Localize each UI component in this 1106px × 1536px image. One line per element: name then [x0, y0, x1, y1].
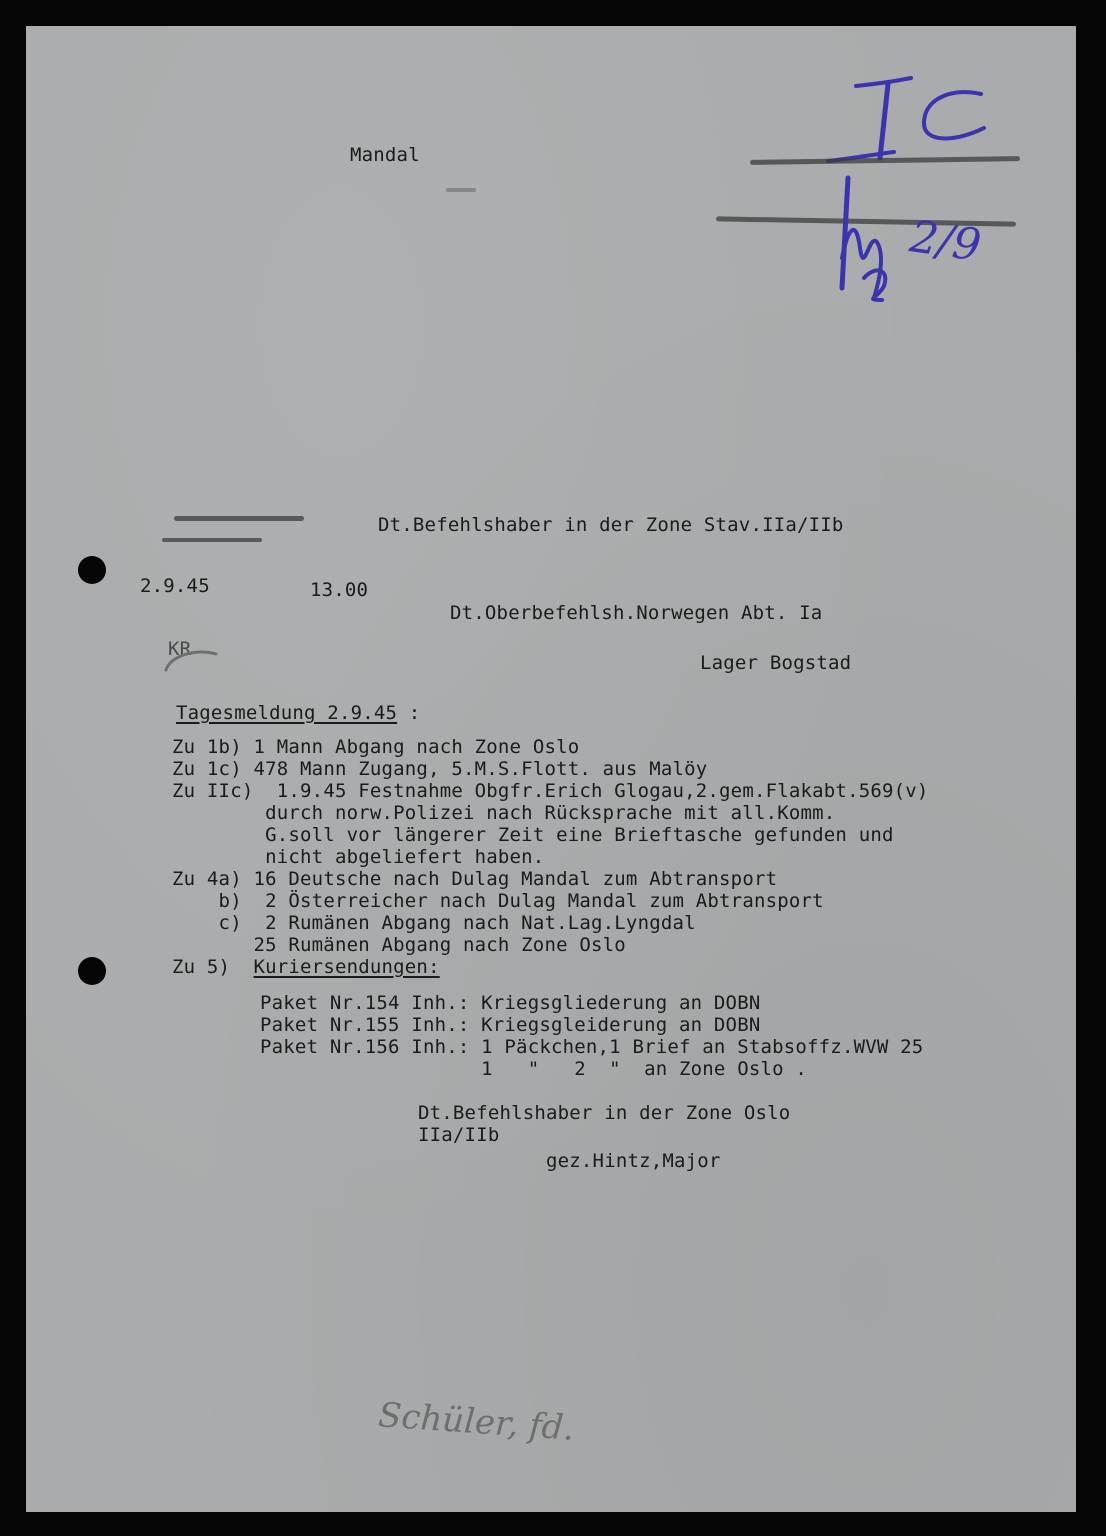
recipient: Dt.Oberbefehlsh.Norwegen Abt. Ia: [450, 602, 823, 624]
report-line: [172, 868, 777, 890]
report-line: [172, 890, 824, 912]
pencil-strike: [446, 188, 476, 192]
report-text: durch norw.Polizei nach Rücksprache mit all.Komm.: [172, 802, 836, 824]
report-text: 1 Mann Abgang nach Zone Oslo: [241, 736, 580, 758]
report-label: Zu IIc): [172, 780, 254, 802]
courier-heading: Kuriersendungen:: [253, 956, 440, 978]
report-text: G.soll vor längerer Zeit eine Brieftasche gefunden und: [172, 824, 894, 846]
report-text: 16 Deutsche nach Dulag Mandal zum Abtransport: [241, 868, 778, 890]
kr-pencil-swoosh: [156, 640, 226, 680]
pencil-strike: [174, 516, 304, 521]
report-text: 2 Rumänen Abgang nach Nat.Lag.Lyngdal: [241, 912, 696, 934]
time: 13.00: [310, 579, 369, 601]
punch-hole-top: [78, 556, 106, 584]
report-label: Zu 4a): [172, 868, 242, 890]
report-label: c): [172, 912, 242, 934]
report-text: nicht abgeliefert haben.: [172, 846, 545, 868]
footer-pencil-signature: Schüler, fd.: [376, 1395, 576, 1449]
report-line: [172, 758, 707, 780]
report-line: [172, 824, 894, 846]
report-line: [172, 846, 544, 868]
subject: Tagesmeldung 2.9.45: [176, 702, 398, 724]
punch-hole-bottom: [78, 957, 106, 985]
report-text: 2 Österreicher nach Dulag Mandal zum Abtransport: [241, 890, 824, 912]
subject-colon: :: [397, 702, 421, 724]
closing-signed: gez.Hintz,Major: [546, 1150, 721, 1172]
document-page: [26, 26, 1076, 1512]
report-line: [172, 912, 696, 934]
courier-label: Zu 5): [172, 956, 231, 978]
report-text: 1.9.45 Festnahme Obgfr.Erich Glogau,2.gem.Flakabt.569(v): [253, 780, 929, 802]
recipient-location: Lager Bogstad: [700, 652, 852, 674]
parcel-line: Paket Nr.154 Inh.: Kriegsgliederung an DOBN: [260, 992, 761, 1014]
closing-section: IIa/IIb: [418, 1124, 500, 1146]
pencil-strike: [162, 538, 262, 542]
handwritten-date: 2/9: [906, 211, 985, 272]
subject-line: [176, 702, 420, 724]
report-line: [172, 802, 835, 824]
parcel-line: Paket Nr.156 Inh.: 1 Päckchen,1 Brief an Stabsoffz.WVW 25: [260, 1036, 924, 1058]
date: 2.9.45: [140, 575, 210, 597]
kr-mark: KR: [168, 638, 192, 660]
place: Mandal: [350, 144, 420, 166]
closing-sender: Dt.Befehlshaber in der Zone Oslo: [418, 1102, 791, 1124]
courier-line: [172, 956, 440, 978]
sender: Dt.Befehlshaber in der Zone Stav.IIa/IIb: [378, 514, 844, 536]
parcel-line: 1 " 2 " an Zone Oslo .: [260, 1058, 808, 1080]
report-line: [172, 934, 626, 956]
report-label: Zu 1b): [172, 736, 242, 758]
report-text: 478 Mann Zugang, 5.M.S.Flott. aus Malöy: [241, 758, 708, 780]
report-line: [172, 736, 579, 758]
report-label: b): [172, 890, 242, 912]
report-label: Zu 1c): [172, 758, 242, 780]
report-line: [172, 780, 929, 802]
report-text: 25 Rumänen Abgang nach Zone Oslo: [172, 934, 626, 956]
parcel-line: Paket Nr.155 Inh.: Kriegsgleiderung an DOBN: [260, 1014, 761, 1036]
